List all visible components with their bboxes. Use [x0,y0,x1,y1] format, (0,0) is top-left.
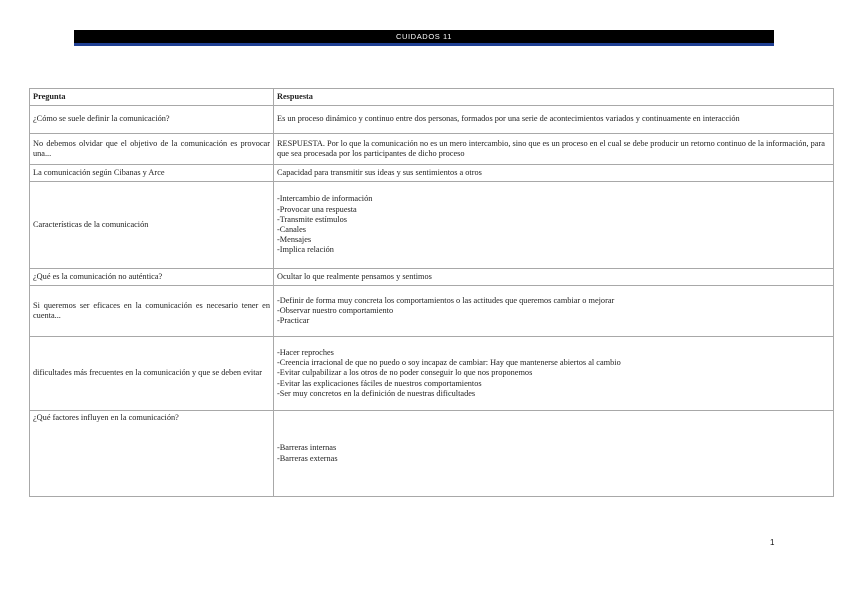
question-cell: Si queremos ser eficaces en la comunicación es necesario tener en cuenta... [30,286,274,337]
answer-line: -Provocar una respuesta [277,204,357,214]
column-header-pregunta: Pregunta [30,89,274,106]
document-title: CUIDADOS 11 [395,32,453,41]
page-number: 1 [770,538,775,547]
table-row [30,165,834,182]
answer-line: -Transmite estímulos [277,214,347,224]
answer-cell [274,269,834,286]
answer-cell [274,286,834,337]
answer-line: RESPUESTA. Por lo que la comunicación no es un mero intercambio, sino que es un proceso en el cual se debe producir un retorno continuo de la información, para que sea procesada por los participantes de dicho proceso [277,138,825,158]
question-cell: ¿Qué es la comunicación no auténtica? [30,269,274,286]
question-cell: Características de la comunicación [30,182,274,269]
qa-table [29,88,834,497]
question-cell: No debemos olvidar que el objetivo de la comunicación es provocar una... [30,134,274,165]
column-header-respuesta: Respuesta [274,89,834,106]
answer-line: -Evitar culpabilizar a los otros de no poder conseguir lo que nos proponemos [277,368,533,378]
table-row [30,337,834,411]
question-cell: ¿Cómo se suele definir la comunicación? [30,106,274,134]
answer-line: -Practicar [277,316,310,326]
table-row [30,182,834,269]
answer-line: -Definir de forma muy concreta los comportamientos o las actitudes que queremos cambiar o mejorar [277,295,615,305]
table-row [30,411,834,497]
answer-line: -Canales [277,225,307,234]
table-row [30,106,834,134]
question-cell: La comunicación según Cibanas y Arce [30,165,274,182]
answer-cell [274,337,834,411]
table-row [30,134,834,165]
table-header-row [30,89,834,106]
answer-line: -Mensajes [277,235,312,245]
answer-line: -Intercambio de información [277,194,373,204]
answer-line: -Barreras internas [277,443,337,453]
answer-line: -Barreras externas [277,453,338,463]
answer-cell [274,165,834,182]
table-row [30,269,834,286]
answer-line: -Creencia irracional de que no puedo o soy incapaz de cambiar: Hay que mantenerse abiertos al cambio [277,358,621,368]
answer-cell [274,182,834,269]
question-cell: ¿Qué factores influyen en la comunicación? [30,411,274,497]
answer-line: -Hacer reproches [277,347,334,357]
answer-line: Capacidad para transmitir sus ideas y sus sentimientos a otros [277,167,482,177]
answer-line: -Evitar las explicaciones fáciles de nuestros comportamientos [277,378,482,388]
answer-line: -Implica relación [277,245,334,255]
answer-line: Es un proceso dinámico y continuo entre dos personas, formados por una serie de acontecimientos variados y continuamente en interacción [277,114,740,124]
header-bar [74,30,774,46]
answer-line: -Ser muy concretos en la definición de nuestras dificultades [277,388,476,398]
answer-cell [274,106,834,134]
table-row [30,286,834,337]
answer-cell [274,134,834,165]
answer-cell [274,411,834,497]
answer-line: Ocultar lo que realmente pensamos y sentimos [277,271,432,281]
answer-line: -Observar nuestro comportamiento [277,305,394,315]
question-cell: dificultades más frecuentes en la comunicación y que se deben evitar [30,337,274,411]
